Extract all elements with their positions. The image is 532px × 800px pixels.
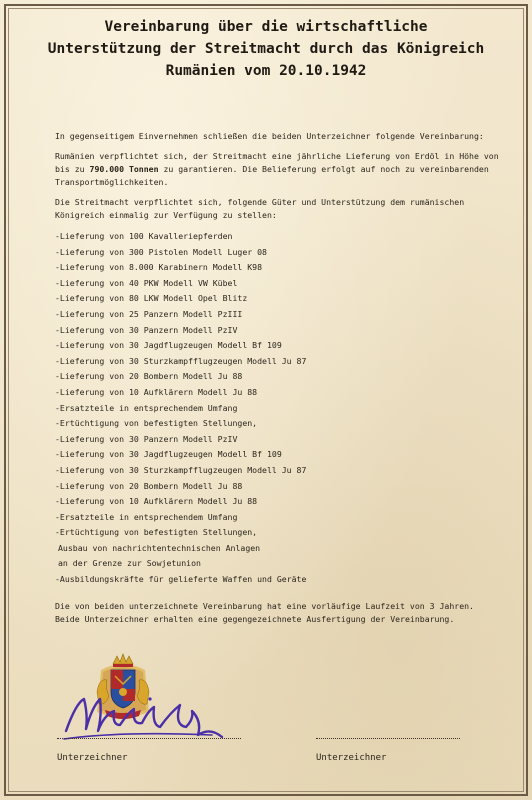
goods-list-item: -Lieferung von 20 Bombern Modell Ju 88: [55, 480, 243, 491]
signatory-label-right: Unterzeichner: [316, 753, 387, 763]
title-line-2: Unterstützung der Streitmacht durch das Königreich: [47, 41, 485, 57]
goods-list: [55, 229, 512, 588]
goods-list-item: -Lieferung von 30 Sturzkampfflugzeugen Modell Ju 87: [55, 464, 307, 475]
goods-list-item: -Lieferung von 80 LKW Modell Opel Blitz: [55, 293, 248, 304]
closing-line-1: Die von beiden unterzeichnete Vereinbarung hat eine vorläufige Laufzeit von 3 Jahren.: [55, 600, 474, 611]
goods-list-item: -Lieferung von 300 Pistolen Modell Luger 08: [55, 246, 267, 257]
intro-paragraph: In gegenseitigem Einvernehmen schließen die beiden Unterzeichner folgende Vereinbarung:: [55, 131, 484, 141]
handwritten-signature-icon: [62, 685, 227, 745]
title-line-1: Vereinbarung über die wirtschaftliche: [104, 19, 428, 35]
document-title: [20, 16, 512, 82]
oil-clause-part2: zu garantieren. Die Belieferung erfolgt auf noch zu vereinbarenden Transportmöglichkeiten.: [55, 164, 489, 187]
oil-amount: 790.000 Tonnen: [89, 164, 159, 174]
goods-list-item: -Lieferung von 10 Aufklärern Modell Ju 88: [55, 386, 258, 397]
oil-clause-paragraph: [55, 150, 512, 189]
goods-list-item: -Lieferung von 30 Jagdflugzeugen Modell Bf 109: [55, 340, 282, 351]
goods-list-item: -Lieferung von 40 PKW Modell VW Kübel: [55, 277, 238, 288]
goods-list-item: -Lieferung von 30 Jagdflugzeugen Modell Bf 109: [55, 449, 282, 460]
signatory-label-left: Unterzeichner: [57, 753, 128, 763]
title-line-3: Rumänien vom 20.10.1942: [165, 63, 367, 79]
goods-list-item: -Lieferung von 20 Bombern Modell Ju 88: [55, 371, 243, 382]
goods-list-item: -Ertüchtigung von befestigten Stellungen,: [55, 527, 258, 538]
goods-list-item: Ausbau von nachrichtentechnischen Anlagen: [58, 542, 261, 553]
goods-list-item: -Lieferung von 30 Panzern Modell PzIV: [55, 433, 238, 444]
goods-intro-paragraph: Die Streitmacht verpflichtet sich, folgende Güter und Unterstützung dem rumänischen Königreich einmalig zur Verfügung zu stellen:: [55, 197, 465, 220]
goods-list-item: -Lieferung von 100 Kavalleriepferden: [55, 231, 233, 241]
closing-paragraph: [55, 600, 512, 626]
signature-line-right: [316, 738, 460, 739]
oil-clause-part1: Rumänien verpflichtet sich, der Streitmacht eine jährliche Lieferung von Erdöl in Höhe von bis zu: [55, 151, 499, 174]
goods-list-item: an der Grenze zur Sowjetunion: [58, 558, 201, 569]
closing-line-2: Beide Unterzeichner erhalten eine gegengezeichnete Ausfertigung der Vereinbarung.: [55, 613, 455, 624]
goods-list-item: -Lieferung von 10 Aufklärern Modell Ju 88: [55, 496, 258, 507]
goods-list-item: -Lieferung von 30 Panzern Modell PzIV: [55, 324, 238, 335]
goods-list-item: -Ausbildungskräfte für gelieferte Waffen und Geräte: [55, 574, 307, 585]
goods-list-item: -Ersatzteile in entsprechendem Umfang: [55, 511, 238, 522]
goods-list-item: -Lieferung von 8.000 Karabinern Modell K98: [55, 262, 263, 273]
signature-line-left: [57, 738, 241, 739]
goods-list-item: -Lieferung von 25 Panzern Modell PzIII: [55, 308, 243, 319]
goods-list-item: -Ertüchtigung von befestigten Stellungen,: [55, 418, 258, 429]
goods-list-item: -Lieferung von 30 Sturzkampfflugzeugen Modell Ju 87: [55, 355, 307, 366]
goods-list-item: -Ersatzteile in entsprechendem Umfang: [55, 402, 238, 413]
document-body: [55, 130, 512, 633]
